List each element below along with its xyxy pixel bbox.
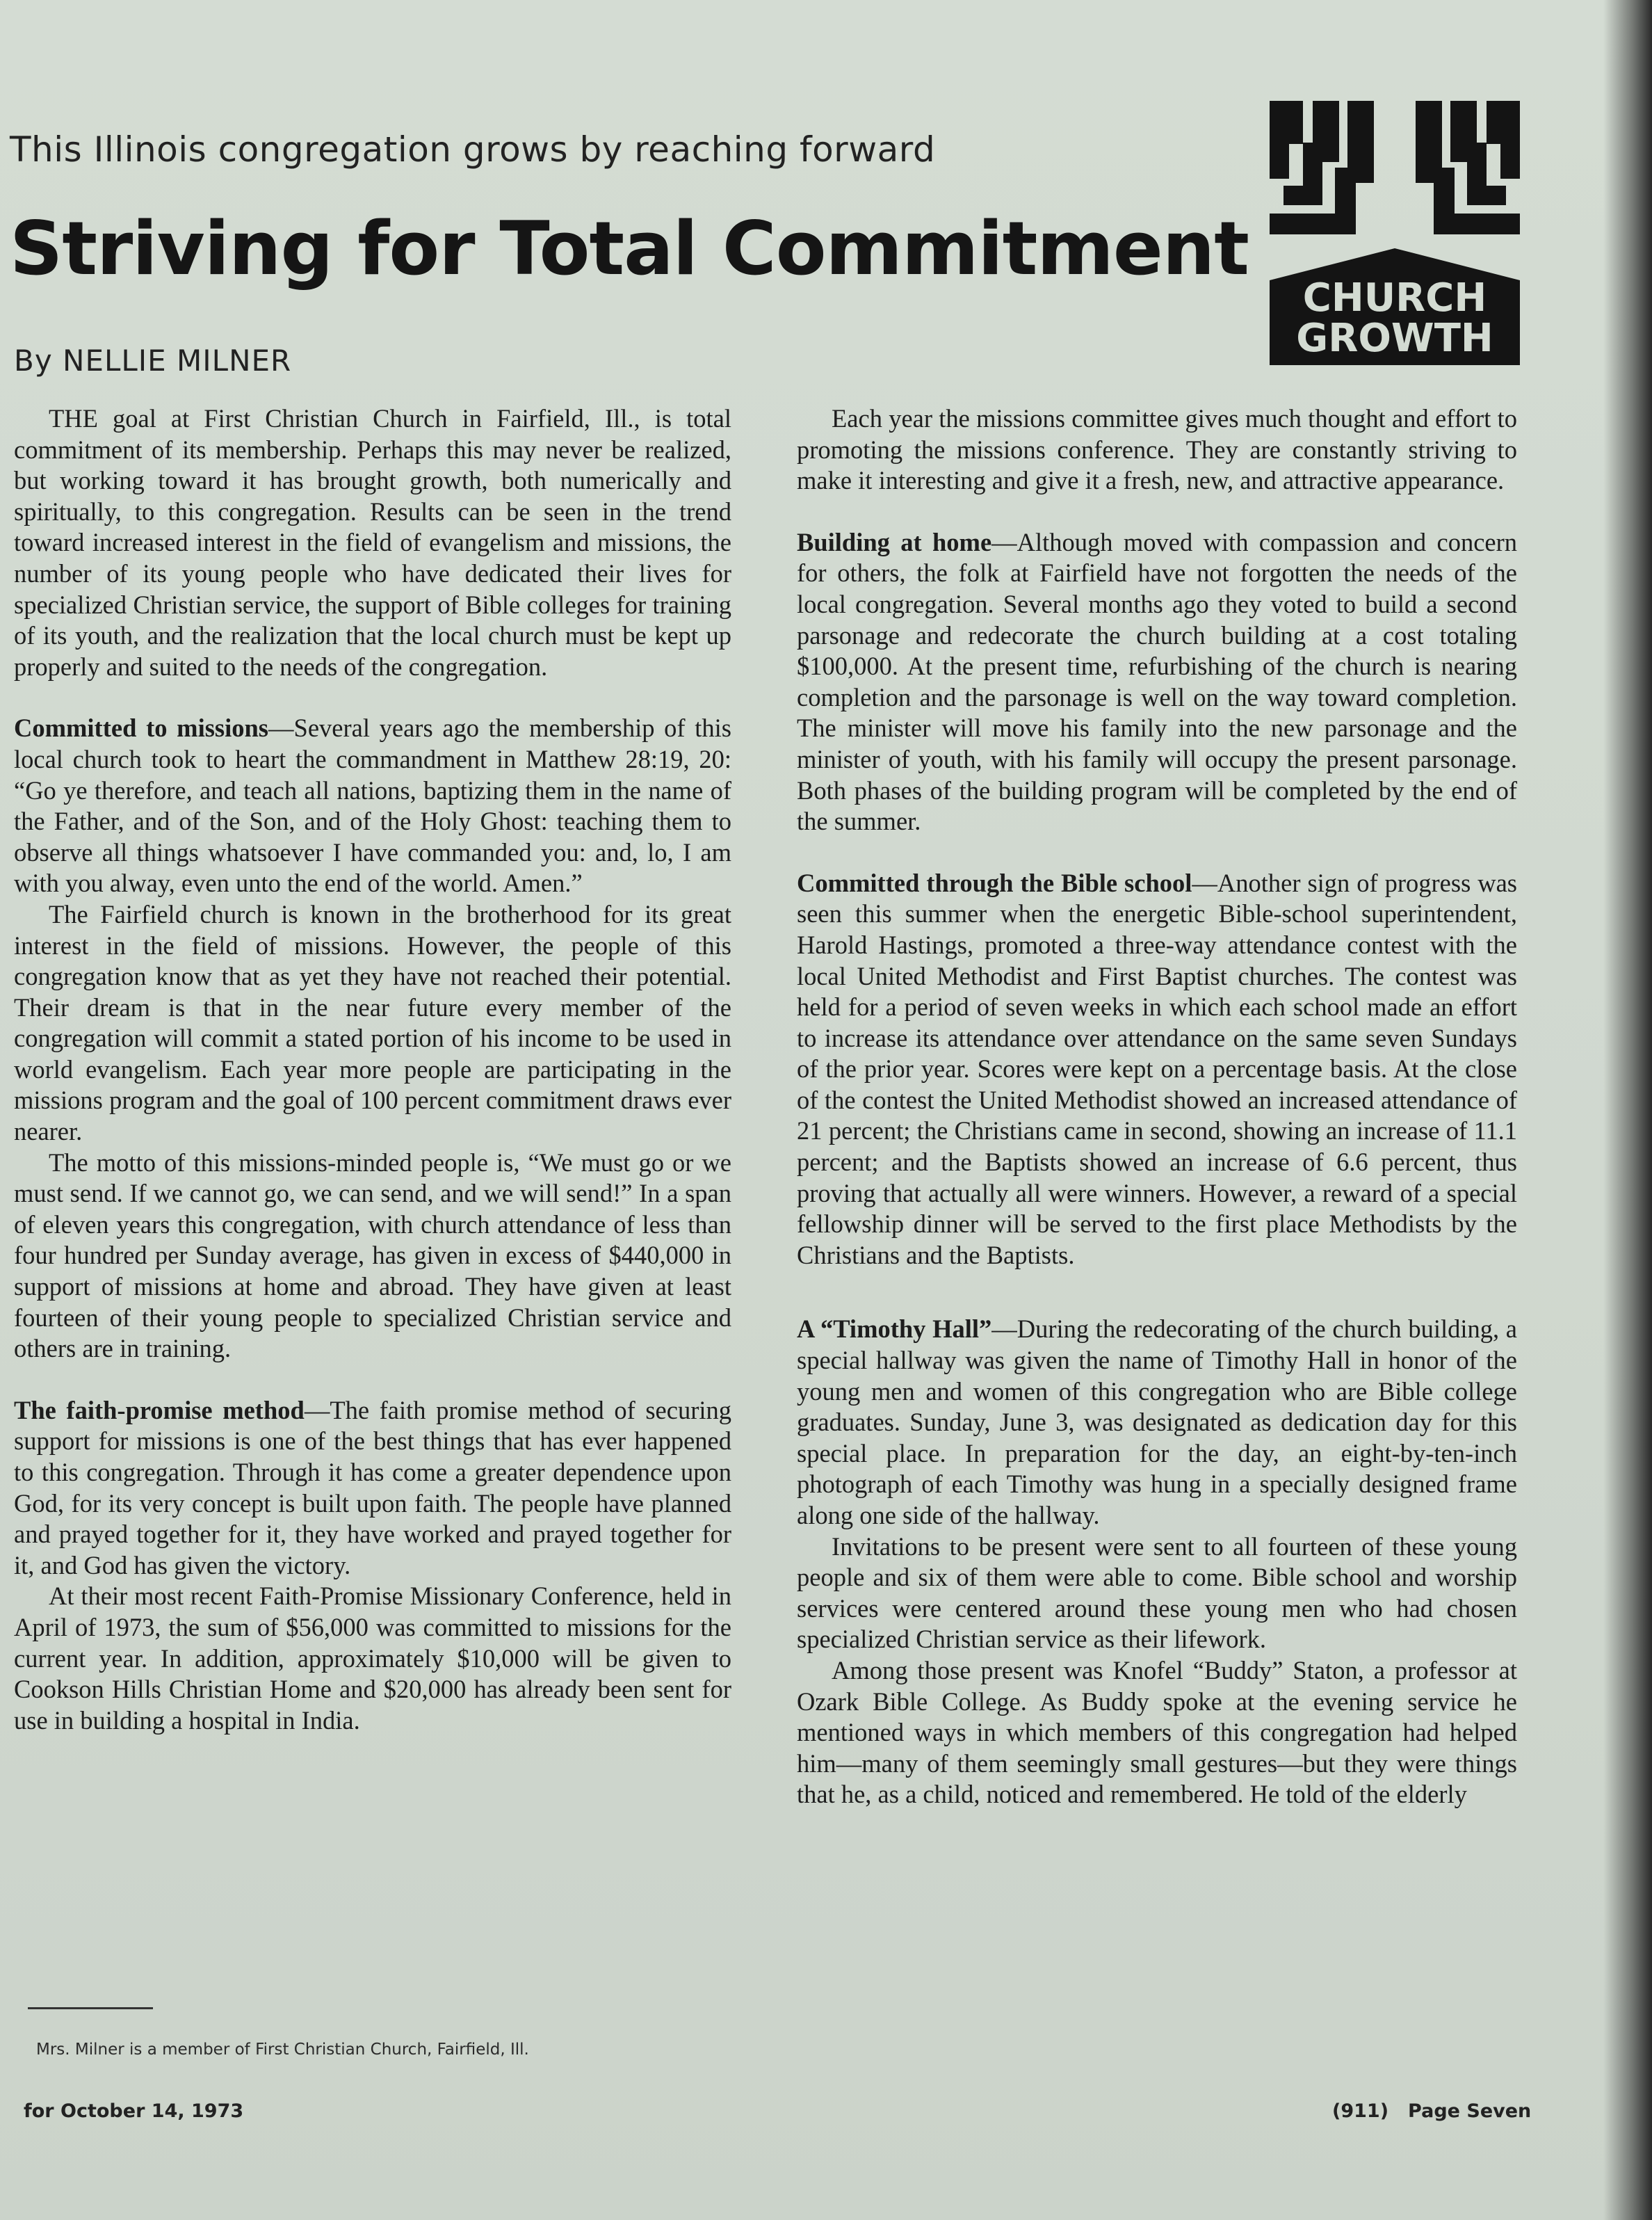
section-text: —The faith promise method of securing support for missions is one of the best things that has ever happened to this congregation. Through it has come a greater dependence upon God, for its very concept is built upon faith. The people have planned and prayed together for it, they have worked and prayed together for it, and God has given the victory. [14,1395,732,1579]
paragraph: At their most recent Faith-Promise Missionary Conference, held in April of 1973, the sum of $56,000 was committed to missions for the current year. In addition, approximately $10,000 will be given to Cookson Hills Christian Home and $20,000 has already been sent for use in building a hospital in India. [14,1582,731,1735]
article-byline: By NELLIE MILNER [14,344,292,378]
article-title: Striving for Total Commitment [10,206,1249,291]
author-footnote: Mrs. Milner is a member of First Christian Church, Fairfield, Ill. [36,2041,529,2059]
logo-line1: CHURCH [1302,275,1487,321]
footnote-rule [28,2007,153,2009]
paragraph: Among those present was Knofel “Buddy” Staton, a professor at Ozark Bible College. As Buddy spoke at the evening service he mentioned ways in which members of this congregation had helped him—many of them seemingly small gestures—but they were things that he, as a child, noticed and remembered. He told of the elderly [797,1655,1517,1809]
paragraph: Invitations to be present were sent to all fourteen of these young people and six of them were able to come. Bible school and worship services were centered around these young men who had chosen specialized Christian service as their lifework. [797,1531,1517,1654]
section-heading: Committed through the Bible school [797,868,1192,897]
page-label: Page Seven [1408,2100,1532,2122]
section-text: —Although moved with compassion and concern for others, the folk at Fairfield have not forgotten the needs of the local congregation. Several months ago they voted to build a second parsonage and redecorate the church building at a cost totaling $100,000. At the present time, refurbishing of the church is nearing completion and the parsonage is well on the way toward completion. The minister will move his family into the new parsonage and the minister of youth, with his family will occupy the present parsonage. Both phases of the building program will be completed by the end of the summer. [797,527,1518,836]
section-timothy-hall [797,1314,1517,1531]
issue-date: for October 14, 1973 [24,2100,244,2122]
left-column [14,403,731,1736]
logo-line2: GROWTH [1296,316,1493,361]
section-committed-to-missions [14,713,731,899]
page-edge-shadow [1603,0,1652,2220]
church-growth-logo [1270,101,1520,376]
section-faith-promise-method [14,1395,731,1582]
section-text: —Several years ago the membership of this local church took to heart the commandment in Matthew 28:19, 20: “Go ye therefore, and teach all nations, baptizing them in the name of the Father, and of the Son, and of the Holy Ghost: teaching them to observe all things whatsoever I have commanded you: and, lo, I am with you alway, even unto the end of the world. Amen.” [14,714,731,898]
article-overline: This Illinois congregation grows by reaching forward [10,129,936,170]
page-code: (911) [1332,2100,1389,2122]
paragraph: Each year the missions committee gives much thought and effort to promoting the missions conference. They are constantly striving to make it interesting and give it a fresh, new, and attractive appearance. [797,404,1517,495]
paragraph: The motto of this missions-minded people is, “We must go or we must send. If we cannot go, we can send, and we will send!” In a span of eleven years this congregation, with church attendance of less than four hundred per Sunday average, has given in excess of $440,000 in support of missions at home and abroad. They have given at least fourteen of their young people to specialized Christian service and others are in training. [14,1148,731,1363]
section-text: —During the redecorating of the church building, a special hallway was given the name of Timothy Hall in honor of the young men and women of this congregation who are Bible college graduates. Sunday, June 3, was designated as dedication day for this special place. In preparation for the day, an eight-by-ten-inch photograph of each Timothy was hung in a specially designed frame along one side of the hallway. [797,1314,1517,1529]
section-heading: The faith-promise method [14,1395,305,1424]
section-building-at-home [797,527,1517,837]
section-heading: Committed to missions [14,714,269,743]
paragraph: The Fairfield church is known in the brotherhood for its great interest in the field of missions. However, the people of this congregation know that as yet they have not reached their potential. Their dream is that in the near future every member of the congregation will commit a stated portion of his income to be used in world evangelism. Each year more people are participating in the missions program and the goal of 100 percent commitment draws ever nearer. [14,899,731,1146]
section-heading: A “Timothy Hall” [797,1314,992,1344]
lead-paragraph: THE goal at First Christian Church in Fairfield, Ill., is total commitment of its membership. Perhaps this may never be realized, but working toward it has brought growth, both numerically and spiritually, to this congregation. Results can be seen in the trend toward increased interest in the field of evangelism and missions, the number of its young people who have dedicated their lives for specialized Christian service, the support of Bible colleges for training of its youth, and the realization that the local church must be kept up properly and suited to the needs of the congregation. [14,404,731,681]
section-heading: Building at home [797,527,992,556]
section-bible-school [797,868,1517,1271]
page-number [1332,2100,1531,2122]
right-column [797,403,1517,1810]
section-text: —Another sign of progress was seen this summer when the energetic Bible-school superintendent, Harold Hastings, promoted a three-way attendance contest with the local United Methodist and First Baptist churches. The contest was held for a period of seven weeks in which each school made an effort to increase its attendance over attendance on the same seven Sundays of the prior year. Scores were kept on a percentage basis. At the close of the contest the United Methodist showed an increased attendance of 21 percent; the Christians came in second, showing an increase of 11.1 percent; and the Baptists showed an increase of 6.6 percent, thus proving that actually all were winners. However, a reward of a special fellowship dinner will be served to the first place Methodists by the Christians and the Baptists. [797,868,1517,1269]
